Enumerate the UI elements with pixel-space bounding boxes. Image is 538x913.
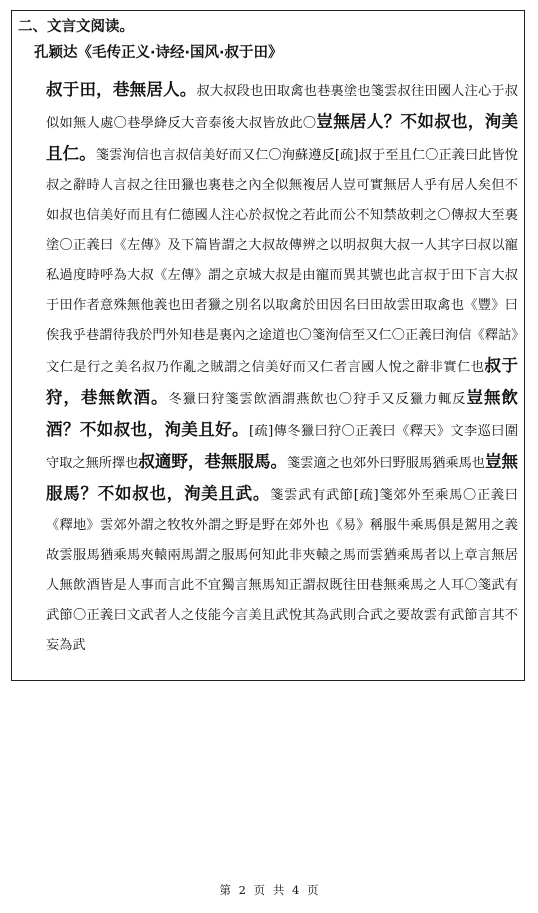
page-footer: 第 2 页 共 4 页	[219, 883, 319, 897]
poem-line: 豈無居人？不如叔也，洵美且仁。	[46, 112, 519, 163]
commentary-text: 冬獵曰狩箋雲飲酒謂燕飲也〇狩手又反獵力輒反	[168, 392, 467, 407]
poem-line: 豈無服馬？不如叔也，洵美且武。	[46, 452, 519, 503]
poem-line: 叔于田，巷無居人。	[46, 80, 197, 99]
question-frame	[11, 10, 525, 681]
section-title: 二、文言文阅读。	[18, 19, 134, 35]
poem-line: 豈無飲酒？不如叔也，洵美且好。	[46, 388, 519, 439]
commentary-text: 箋雲武有武節[疏]箋郊外至乘馬〇正義曰《釋地》雲郊外謂之牧牧外謂之野是野在郊外也《易》稱服牛乘馬俱是駕用之義故雲服馬猶乘馬夾轅兩馬謂之服馬何知此非夾轅之馬而雲猶乘馬者以上章言無居人無飲酒皆是人事而言此不宜獨言無馬知正謂叔既往田巷無乘馬之人耳〇箋武有武節〇正義曰文武者人之伎能今言美且武悅其為武則合武之要故雲有武節言其不妄為武	[46, 488, 518, 653]
commentary-text: 箋雲適之也郊外曰野服馬猶乘馬也	[287, 456, 486, 471]
poem-line: 叔于狩，巷無飲酒。	[46, 356, 518, 407]
passage-body	[18, 75, 518, 661]
commentary-text: [疏]傳冬獵曰狩〇正義曰《釋天》文李巡曰圍守取之無所擇也	[46, 424, 519, 471]
commentary-text: 箋雲洵信也言叔信美好而又仁〇洵蘇遵反[疏]叔于至且仁〇正義曰此皆悅叔之辭時人言叔之往田獵也裏巷之內全似無複居人豈可實無居人乎有居人矣但不如叔也信美好而且有仁德國人注心於叔悅之若此而公不知禁故剌之〇傳叔大至裏塗〇正義曰《左傳》及下篇皆謂之大叔故傳辨之以明叔與大叔一人其字曰叔以寵私過度時呼為大叔《左傳》謂之京城大叔是由寵而異其號也此言叔于田下言大叔于田作者意殊無他義也田者獵之別名以取禽於田因名曰田故雲田取禽也《豐》曰俟我乎巷謂待我於門外知巷是裏內之途道也〇箋洵信至又仁〇正義曰洵信《釋詁》文仁是行之美名叔乃作亂之賊謂之信美好而又仁者言國人悅之辭非實仁也	[46, 148, 518, 375]
commentary-text: 叔大叔段也田取禽也巷裏塗也箋雲叔往田國人注心于叔似如無人處〇巷學絳反大音泰後大叔皆放此〇	[46, 84, 518, 131]
poem-line: 叔適野，巷無服馬。	[138, 452, 288, 471]
passage-source: 孔颖达《毛传正义·诗经·国风·叔于田》	[34, 45, 283, 61]
